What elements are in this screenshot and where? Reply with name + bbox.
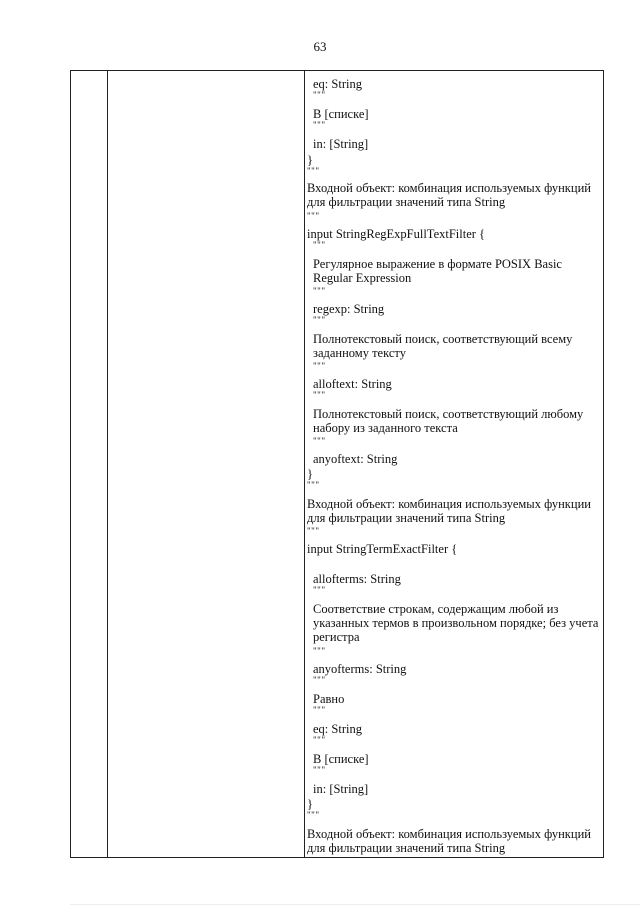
- scan-edge: [70, 904, 640, 905]
- docstring-delimiter: """: [307, 211, 320, 221]
- docstring-delimiter: """: [313, 361, 326, 371]
- code-line: input StringTermExactFilter {: [307, 542, 458, 556]
- code-line: regexp: String: [313, 302, 385, 316]
- code-line: }: [307, 467, 313, 481]
- docstring-delimiter: """: [307, 166, 320, 176]
- code-line: eq: String: [313, 77, 362, 91]
- docstring-delimiter: """: [313, 315, 326, 325]
- code-line: Регулярное выражение в формате POSIX Basic Regular Expression: [313, 257, 562, 285]
- page-number: 63: [313, 39, 327, 54]
- spec-table: [70, 70, 604, 858]
- code-line: Равно: [313, 692, 345, 706]
- docstring-delimiter: """: [313, 735, 326, 745]
- code-line: alloftext: String: [313, 377, 392, 391]
- code-line: eq: String: [313, 722, 362, 736]
- column-divider-1: [107, 71, 108, 857]
- docstring-delimiter: """: [313, 390, 326, 400]
- code-line: allofterms: String: [313, 572, 401, 586]
- code-line: in: [String]: [313, 137, 369, 151]
- code-line: input StringRegExpFullTextFilter {: [307, 227, 486, 241]
- code-line: anyoftext: String: [313, 452, 398, 466]
- docstring-delimiter: """: [313, 765, 326, 775]
- schema-definition-cell: [306, 71, 601, 857]
- code-line: В [списке]: [313, 752, 369, 766]
- docstring-delimiter: """: [313, 585, 326, 595]
- docstring-delimiter: """: [313, 675, 326, 685]
- docstring-delimiter: """: [307, 526, 320, 536]
- docstring-delimiter: """: [313, 90, 326, 100]
- code-line: Соответствие строкам, содержащим любой из указанных термов в произвольном порядке; без учета регистра: [313, 602, 599, 644]
- docstring-delimiter: """: [307, 810, 320, 820]
- docstring-delimiter: """: [307, 480, 320, 490]
- docstring-delimiter: """: [313, 286, 326, 296]
- code-line: В [списке]: [313, 107, 369, 121]
- docstring-delimiter: """: [313, 436, 326, 446]
- column-divider-2: [304, 71, 305, 857]
- docstring-delimiter: """: [313, 705, 326, 715]
- code-line: Полнотекстовый поиск, соответствующий любому набору из заданного текста: [313, 407, 584, 435]
- code-line: Входной объект: комбинация используемых функций для фильтрации значений типа String: [307, 181, 591, 209]
- docstring-delimiter: """: [313, 120, 326, 130]
- code-line: in: [String]: [313, 782, 369, 796]
- docstring-delimiter: """: [313, 646, 326, 656]
- code-line: anyofterms: String: [313, 662, 407, 676]
- code-line: Входной объект: комбинация используемых функции для фильтрации значений типа String: [307, 497, 591, 525]
- code-line: Полнотекстовый поиск, соответствующий всему заданному тексту: [313, 332, 573, 360]
- code-line: }: [307, 797, 313, 811]
- code-line: Входной объект: комбинация используемых функций для фильтрации значений типа String: [307, 827, 591, 855]
- code-line: }: [307, 153, 313, 167]
- docstring-delimiter: """: [313, 240, 326, 250]
